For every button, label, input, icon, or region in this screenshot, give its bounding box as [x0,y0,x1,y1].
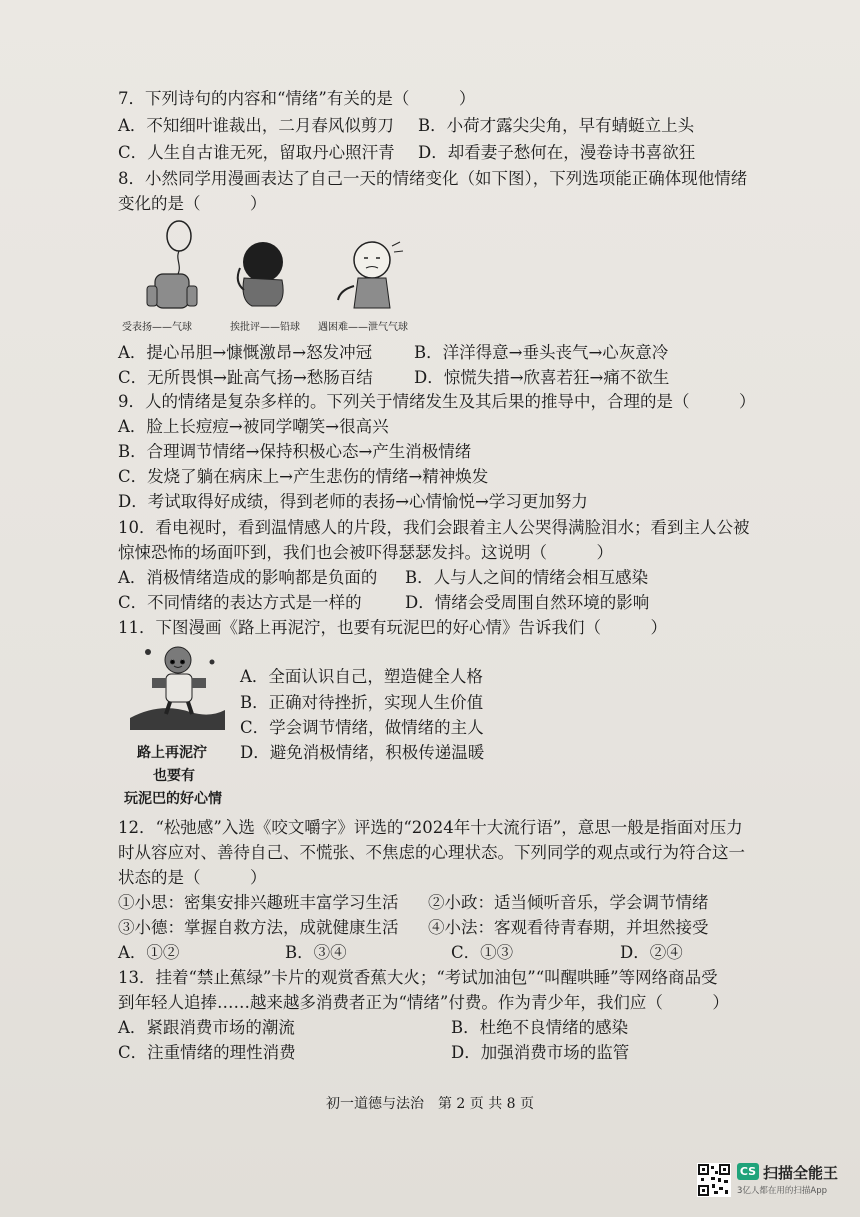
q8-option-a: A．提心吊胆→慷慨激昂→怒发冲冠 [118,343,373,362]
q12-stem-line2: 时从容应对、善待自己、不慌张、不焦虑的心理状态。下列同学的观点或行为符合这一 [118,843,745,862]
cartoon-text-2: 也要有 [153,768,195,784]
cartoon-text-1: 路上再泥泞 [137,745,207,761]
q12-stem-line3: 状态的是（ ） [118,868,267,887]
q9-option-a: A．脸上长痘痘→被同学嘲笑→很高兴 [118,417,389,436]
shotput-cartoon [230,238,300,313]
q12-option-b: B．③④ [285,943,347,962]
q7-option-a: A．不知细叶谁裁出，二月春风似剪刀 [118,116,394,135]
q11-stem: 11．下图漫画《路上再泥泞，也要有玩泥巴的好心情》告诉我们（ ） [118,618,667,637]
q9-stem: 9．人的情绪是复杂多样的。下列关于情绪发生及其后果的推导中，合理的是（ ） [118,392,756,411]
q7-stem: 7．下列诗句的内容和“情绪”有关的是（ ） [118,89,476,108]
q13-option-d: D．加强消费市场的监管 [451,1043,630,1062]
q11-option-a: A．全面认识自己，塑造健全人格 [240,667,483,686]
q13-option-c: C．注重情绪的理性消费 [118,1043,296,1062]
q12-option-c: C．①③ [451,943,514,962]
q10-option-d: D．情绪会受周围自然环境的影响 [405,593,650,612]
q13-option-a: A．紧跟消费市场的潮流 [118,1018,295,1037]
q9-option-c: C．发烧了躺在病床上→产生悲伤的情绪→精神焕发 [118,467,489,486]
cartoon-text-3: 玩泥巴的好心情 [124,791,222,807]
q7-option-d: D．却看妻子愁何在，漫卷诗书喜欲狂 [418,143,696,162]
q12-option-a: A．①② [118,943,180,962]
q10-option-c: C．不同情绪的表达方式是一样的 [118,593,362,612]
q8-stem-line1: 8．小然同学用漫画表达了自己一天的情绪变化（如下图），下列选项能正确体现他情绪 [118,169,748,188]
scanner-brand-name: 扫描全能王 [763,1164,839,1182]
q13-stem-line2: 到年轻人追捧……越来越多消费者正为“情绪”付费。作为青少年，我们应（ ） [118,993,729,1012]
q12-statement-1: ①小思：密集安排兴趣班丰富学习生活 [118,893,399,912]
q12-statement-3: ③小德：掌握自救方法，成就健康生活 [118,918,399,937]
q12-statement-2: ②小政：适当倾听音乐，学会调节情绪 [428,893,709,912]
q7-option-c: C．人生自古谁无死，留取丹心照汗青 [118,143,395,162]
q8-stem-line2: 变化的是（ ） [118,194,267,213]
q7-option-b: B．小荷才露尖尖角，早有蜻蜓立上头 [418,116,695,135]
page-footer: 初一道德与法治 第 2 页 共 8 页 [325,1096,535,1112]
q8-caption-2: 挨批评——铅球 [230,322,300,333]
q8-caption-1: 受表扬——气球 [122,322,192,333]
q12-option-d: D．②④ [620,943,683,962]
q13-option-b: B．杜绝不良情绪的感染 [451,1018,629,1037]
q11-option-c: C．学会调节情绪，做情绪的主人 [240,718,484,737]
deflated-balloon-cartoon [330,238,410,313]
q8-caption-3: 遇困难——泄气气球 [318,322,408,333]
q11-option-b: B．正确对待挫折，实现人生价值 [240,693,484,712]
mud-play-cartoon [130,640,225,730]
q10-option-b: B．人与人之间的情绪会相互感染 [405,568,649,587]
scanner-brand-sub: 3亿人都在用的扫描App [737,1186,828,1196]
q8-option-c: C．无所畏惧→趾高气扬→愁肠百结 [118,368,373,387]
q12-stem-line1: 12．“松弛感”入选《咬文嚼字》评选的“2024年十大流行语”，意思一般是指面对压力 [118,818,743,837]
q10-stem-line1: 10．看电视时，看到温情感人的片段，我们会跟着主人公哭得满脸泪水；看到主人公被 [118,518,750,537]
balloon-cartoon [135,218,205,313]
q9-option-d: D．考试取得好成绩，得到老师的表扬→心情愉悦→学习更加努力 [118,492,588,511]
q10-stem-line2: 惊悚恐怖的场面吓到，我们也会被吓得瑟瑟发抖。这说明（ ） [118,543,613,562]
q11-option-d: D．避免消极情绪，积极传递温暖 [240,743,485,762]
q8-option-b: B．洋洋得意→垂头丧气→心灰意冷 [414,343,669,362]
q8-option-d: D．惊慌失措→欣喜若狂→痛不欲生 [414,368,670,387]
qr-code-icon [697,1163,731,1197]
q10-option-a: A．消极情绪造成的影响都是负面的 [118,568,378,587]
q13-stem-line1: 13．挂着“禁止蕉绿”卡片的观赏香蕉大火；“考试加油包”“叫醒哄睡”等网络商品受 [118,968,718,987]
scanner-logo-icon: CS [737,1163,759,1180]
q12-statement-4: ④小法：客观看待青春期，并坦然接受 [428,918,709,937]
q9-option-b: B．合理调节情绪→保持积极心态→产生消极情绪 [118,442,472,461]
